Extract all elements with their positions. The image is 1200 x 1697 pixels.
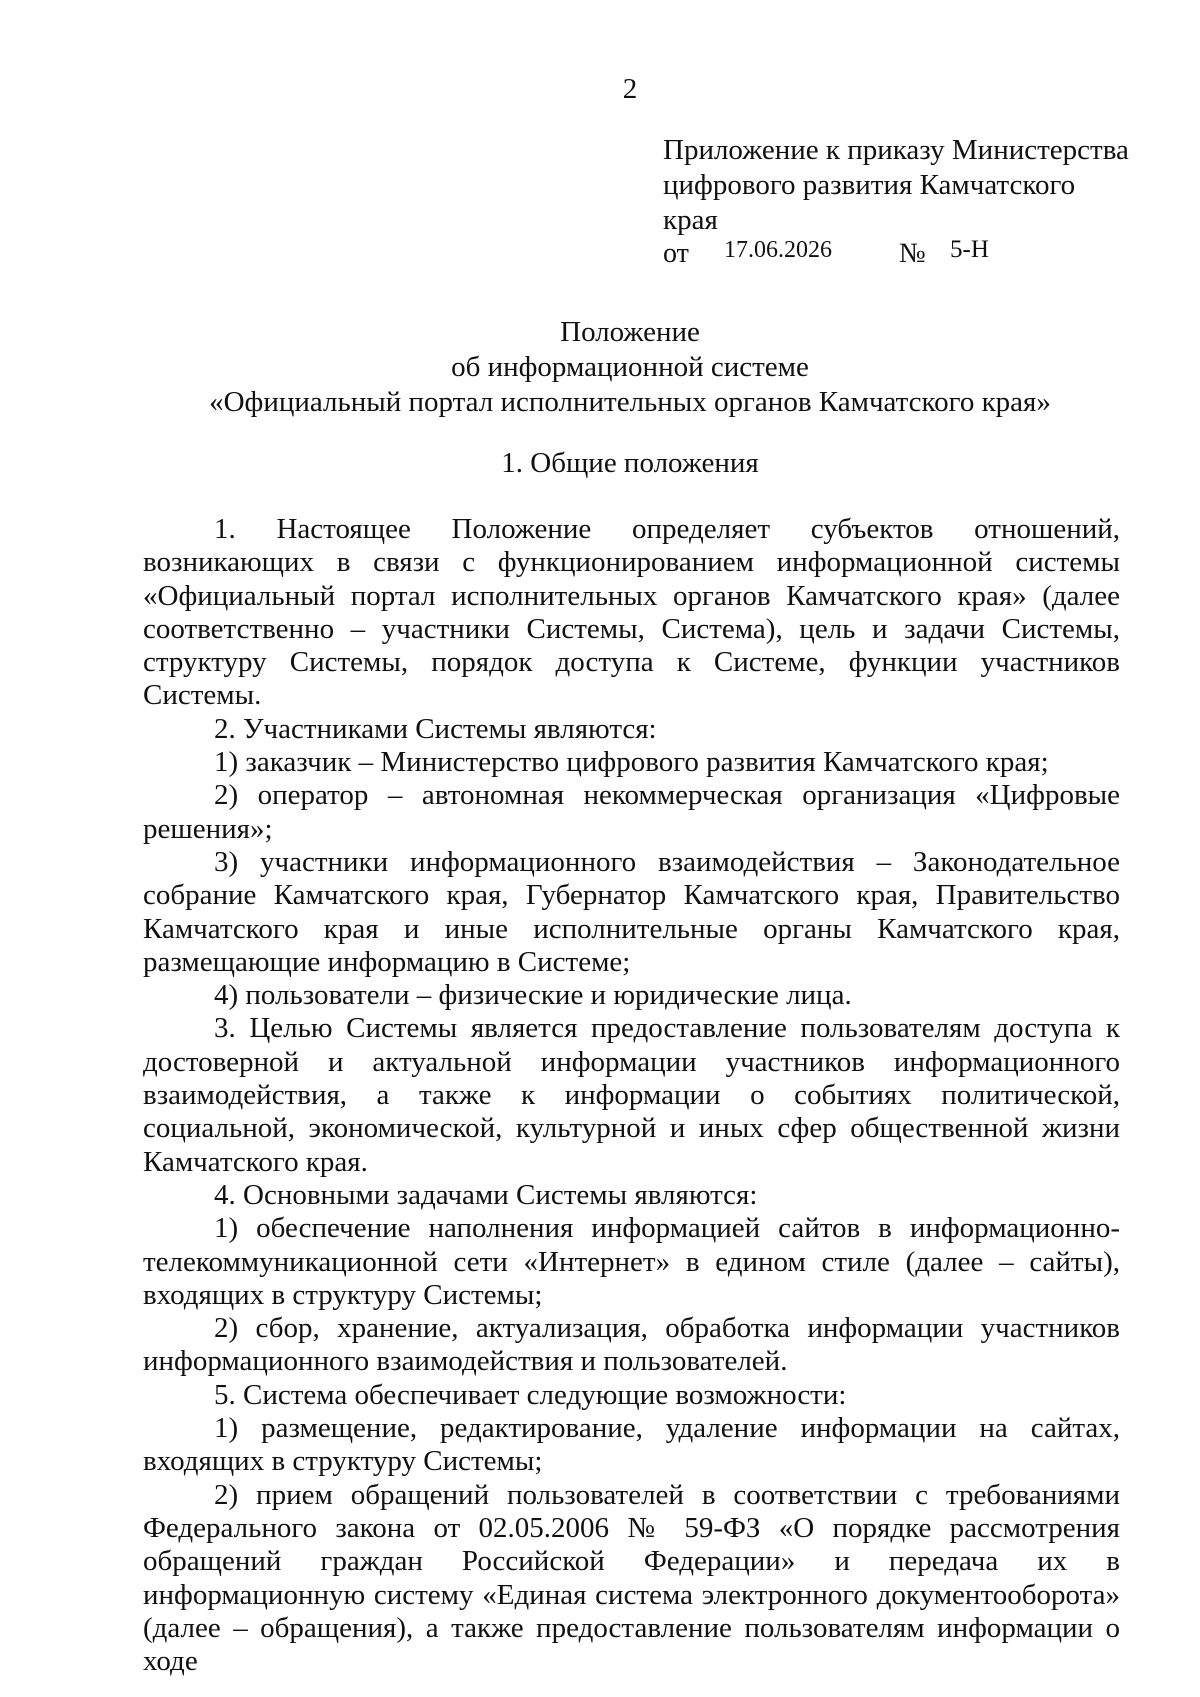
paragraph: 4. Основными задачами Системы являются: [214,1178,758,1211]
title-line: Положение [560,316,700,348]
paragraph: 1. Настоящее Положение определяет субъектов отношений, возникающих в связи с функционированием информационной системы «Официальный портал исполнительных органов Камчатского края» (далее соответственно – участники Системы, Система), цель и задачи Системы, структуру Системы, порядок доступа к Системе, функции участников Системы. [143,513,1120,712]
section-heading: 1. Общие положения [501,447,759,479]
paragraph: 1) заказчик – Министерство цифрового развития Камчатского края; [214,746,1049,779]
document-body [143,513,1120,1678]
paragraph: 2) оператор – автономная некоммерческая организация «Цифровые решения»; [143,779,1120,845]
appendix-line: цифрового развития Камчатского [663,169,1076,201]
order-date: 17.06.2026 [724,237,832,263]
title-line: об информационной системе [451,351,809,383]
paragraph: 3. Целью Системы является предоставление пользователям доступа к достоверной и актуальной информации участников информационного взаимодействия, а также к информации о событиях политической, социальной, экономической, культурной и иных сфер общественной жизни Камчатского края. [143,1012,1120,1178]
title-line: «Официальный портал исполнительных органов Камчатского края» [209,386,1051,418]
order-from-label: от [663,238,689,269]
paragraph: 2) прием обращений пользователей в соответствии с требованиями Федерального закона от 02.05.2006 № 59-ФЗ «О порядке рассмотрения обращений граждан Российской Федерации» и передача их в информационную систему «Единая система электронного документооборота» (далее – обращения), а также предоставление пользователям информации о ходе [143,1478,1120,1678]
appendix-header [663,133,1143,238]
appendix-line: Приложение к приказу Министерства [663,134,1129,166]
order-number: 5-Н [950,236,989,263]
paragraph: 1) обеспечение наполнения информацией сайтов в информационно-телекоммуникационной сети «Интернет» в едином стиле (далее – сайты), входящих в структуру Системы; [143,1212,1120,1311]
paragraph: 1) размещение, редактирование, удаление информации на сайтах, входящих в структуру Системы; [143,1412,1120,1478]
paragraph: 2) сбор, хранение, актуализация, обработка информации участников информационного взаимодействия и пользователей. [143,1312,1120,1378]
document-title [140,315,1120,420]
appendix-line: края [663,204,718,236]
order-number-label: № [899,238,926,269]
paragraph: 4) пользователи – физические и юридические лица. [214,979,852,1012]
paragraph: 5. Система обеспечивает следующие возможности: [214,1378,847,1411]
page-number: 2 [622,73,638,105]
paragraph: 3) участники информационного взаимодействия – Законодательное собрание Камчатского края, Губернатор Камчатского края, Правительство Камчатского края и иные исполнительные органы Камчатского края, размещающие информацию в Системе; [143,845,1120,978]
order-details [663,232,1143,268]
paragraph: 2. Участниками Системы являются: [214,712,657,745]
